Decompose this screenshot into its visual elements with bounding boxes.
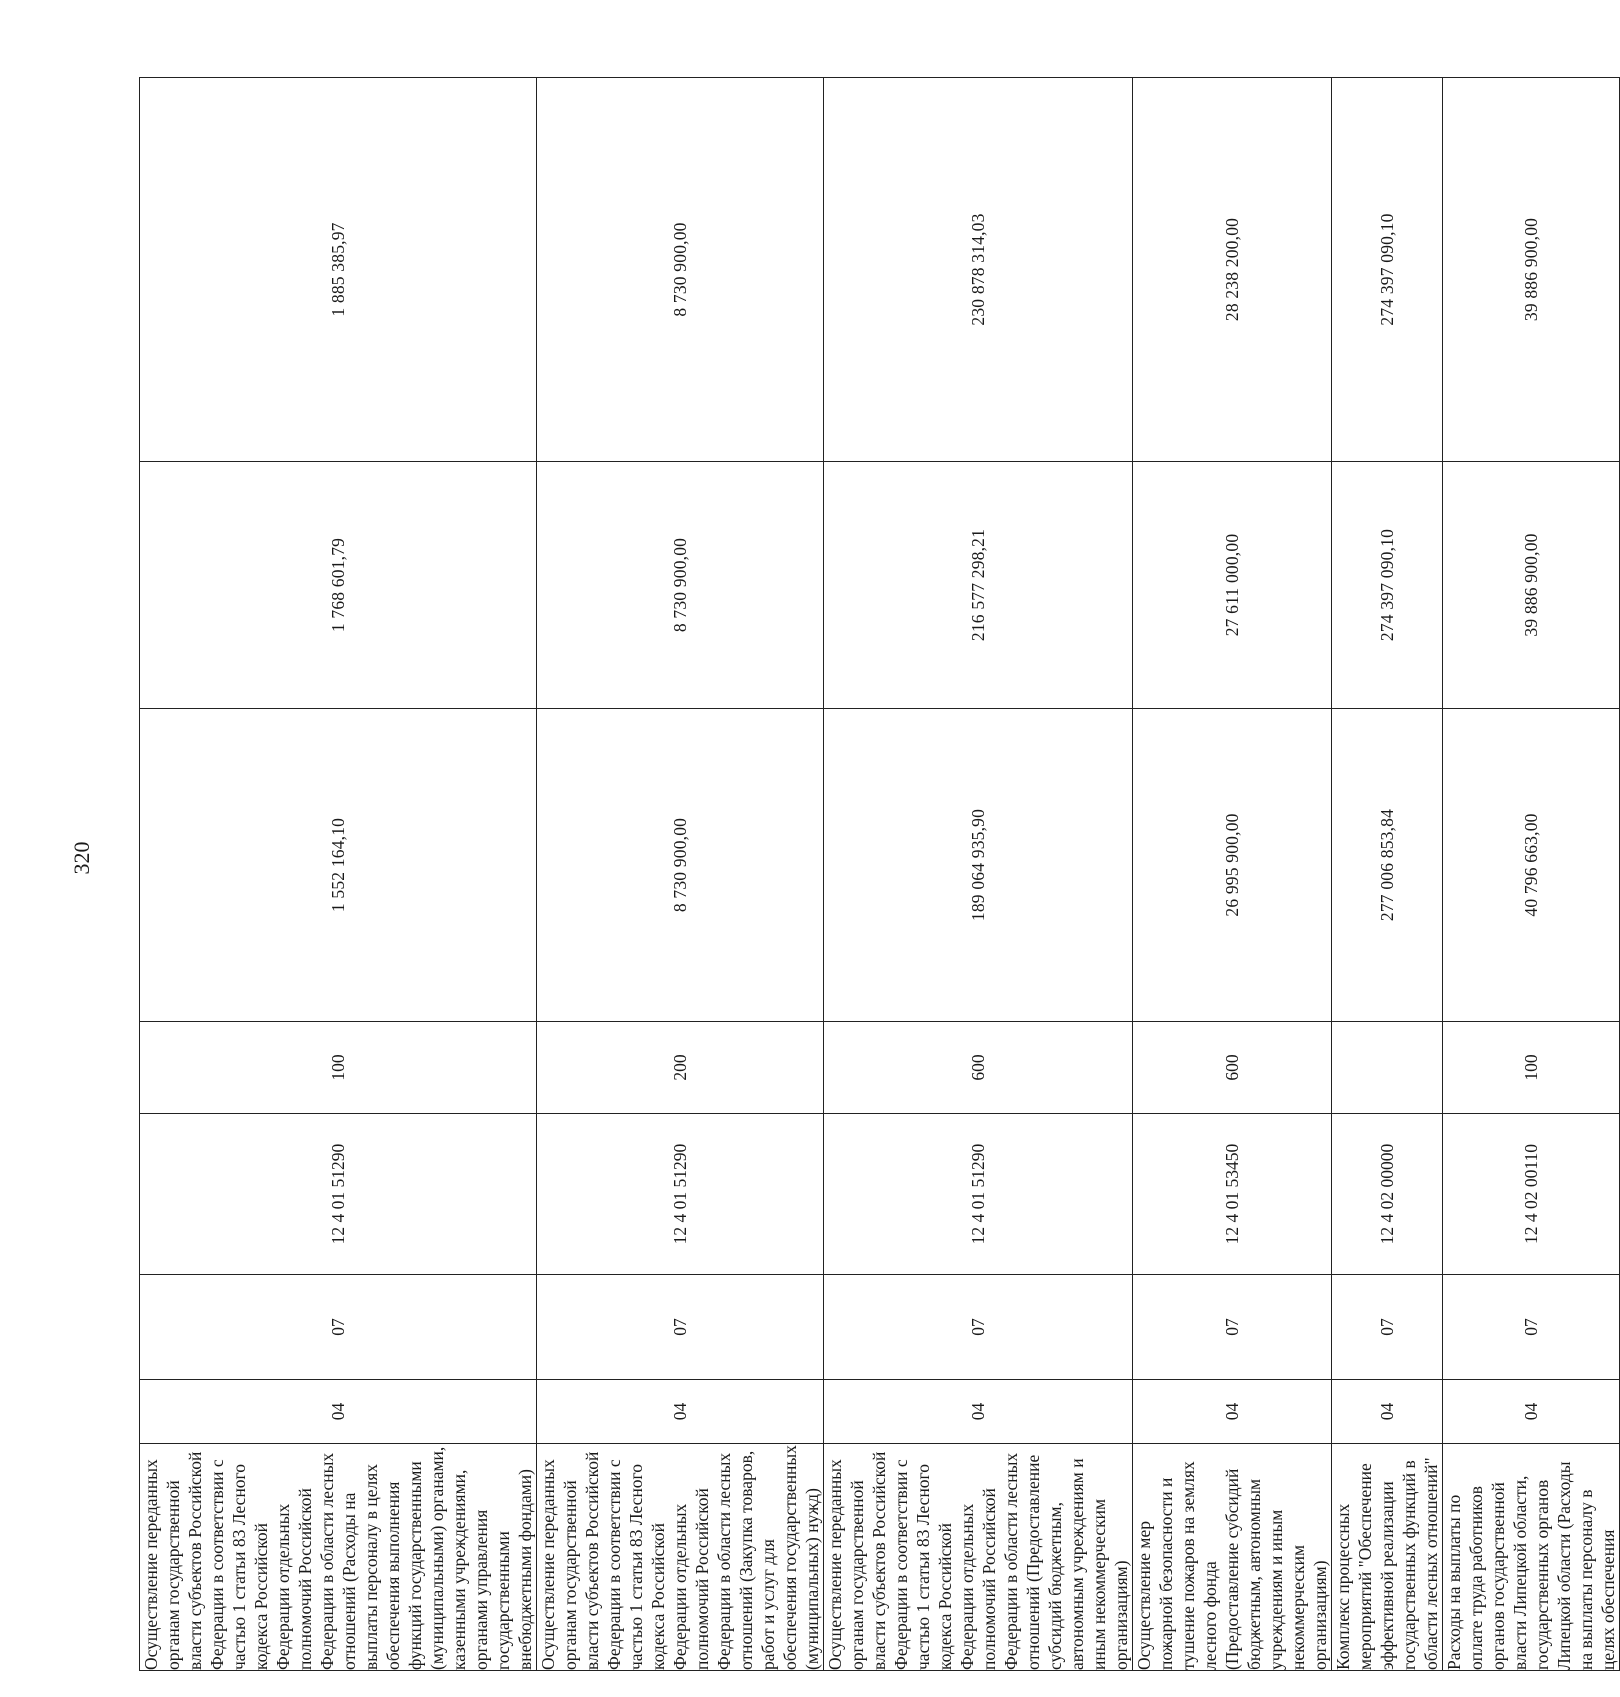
amount-year-1: 277 006 853,84	[1332, 709, 1443, 1022]
target-article-code: 12 4 01 53450	[1133, 1114, 1332, 1275]
expense-type-code	[1332, 1022, 1443, 1114]
target-article-code: 12 4 01 51290	[824, 1114, 1133, 1275]
table-row	[537, 78, 824, 1671]
subsection-code: 07	[1332, 1275, 1443, 1380]
amount-year-3: 274 397 090,10	[1332, 78, 1443, 462]
section-code: 04	[1443, 1380, 1620, 1444]
expense-type-code: 600	[824, 1022, 1133, 1114]
amount-year-2: 39 886 900,00	[1443, 462, 1620, 709]
expense-type-code: 100	[1443, 1022, 1620, 1114]
amount-year-2: 216 577 298,21	[824, 462, 1133, 709]
amount-year-1: 40 796 663,00	[1443, 709, 1620, 1022]
table-row	[140, 78, 537, 1671]
subsection-code: 07	[537, 1275, 824, 1380]
amount-year-2: 1 768 601,79	[140, 462, 537, 709]
subsection-code: 07	[140, 1275, 537, 1380]
amount-year-3: 8 730 900,00	[537, 78, 824, 462]
row-name: Комплекс процессных мероприятий "Обеспечение эффективной реализации государственных функций в области лесных отношений"	[1332, 1444, 1443, 1671]
amount-year-2: 274 397 090,10	[1332, 462, 1443, 709]
amount-year-3: 230 878 314,03	[824, 78, 1133, 462]
row-name: Осуществление переданных органам государственной власти субъектов Российской Федерации в соответствии с частью 1 статьи 83 Лесного кодекса Российской Федерации отдельных полномочий Российской Федерации в области лесных отношений (Расходы на выплаты персоналу в целях обеспечения выполнения функций государственными (муниципальными) органами, казенными учреждениями, органами управления государственными внебюджетными фондами)	[140, 1444, 537, 1671]
amount-year-3: 28 238 200,00	[1133, 78, 1332, 462]
subsection-code: 07	[1133, 1275, 1332, 1380]
table-row	[824, 78, 1133, 1671]
target-article-code: 12 4 02 00110	[1443, 1114, 1620, 1275]
amount-year-1: 26 995 900,00	[1133, 709, 1332, 1022]
amount-year-2: 8 730 900,00	[537, 462, 824, 709]
row-name: Осуществление переданных органам государственной власти субъектов Российской Федерации в соответствии с частью 1 статьи 83 Лесного кодекса Российской Федерации отдельных полномочий Российской Федерации в области лесных отношений (Закупка товаров, работ и услуг для обеспечения государственных (муниципальных) нужд)	[538, 1445, 822, 1670]
budget-table	[139, 77, 1620, 1671]
target-article-code: 12 4 01 51290	[140, 1114, 537, 1275]
row-name: Осуществление мер пожарной безопасности и тушение пожаров на землях лесного фонда (Предоставление субсидий бюджетным, автономным учреждениям и иным некоммерческим организациям)	[1133, 1444, 1332, 1671]
target-article-code: 12 4 01 51290	[537, 1114, 824, 1275]
amount-year-2: 27 611 000,00	[1133, 462, 1332, 709]
row-name: Расходы на выплаты по оплате труда работников органов государственной власти Липецкой области, государственных органов Липецкой области (Расходы на выплаты персоналу в целях обеспечения	[1443, 1444, 1620, 1671]
amount-year-1: 8 730 900,00	[537, 709, 824, 1022]
subsection-code: 07	[1443, 1275, 1620, 1380]
amount-year-3: 1 885 385,97	[140, 78, 537, 462]
section-code: 04	[537, 1380, 824, 1444]
page-number: 320	[69, 841, 94, 875]
amount-year-1: 1 552 164,10	[140, 709, 537, 1022]
expense-type-code: 200	[537, 1022, 824, 1114]
table-row	[1332, 78, 1443, 1671]
section-code: 04	[140, 1380, 537, 1444]
amount-year-1: 189 064 935,90	[824, 709, 1133, 1022]
row-name: Осуществление переданных органам государственной власти субъектов Российской Федерации в соответствии с частью 1 статьи 83 Лесного кодекса Российской Федерации отдельных полномочий Российской Федерации в области лесных отношений (Предоставление субсидий бюджетным, автономным учреждениям и иным некоммерческим организациям)	[824, 1444, 1133, 1671]
section-code: 04	[1332, 1380, 1443, 1444]
expense-type-code: 100	[140, 1022, 537, 1114]
subsection-code: 07	[824, 1275, 1133, 1380]
section-code: 04	[1133, 1380, 1332, 1444]
table-row	[1443, 78, 1620, 1671]
table-row	[1133, 78, 1332, 1671]
section-code: 04	[824, 1380, 1133, 1444]
target-article-code: 12 4 02 00000	[1332, 1114, 1443, 1275]
expense-type-code: 600	[1133, 1022, 1332, 1114]
rotated-table-container	[139, 78, 1618, 1671]
amount-year-3: 39 886 900,00	[1443, 78, 1620, 462]
